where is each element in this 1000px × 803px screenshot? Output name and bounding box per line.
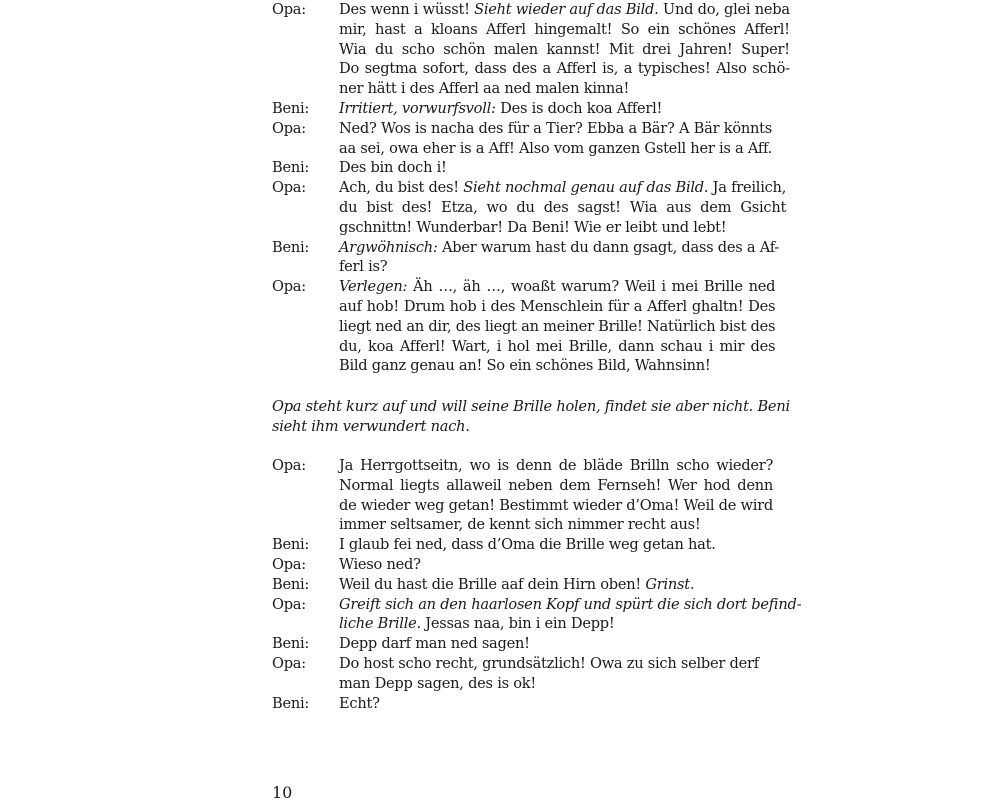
text-line [339,555,732,575]
speaker-name: Beni: [272,694,310,712]
dialogue-line [272,694,732,714]
text-line [339,575,732,595]
text-line [339,59,790,79]
dialogue-line [272,99,732,119]
speech-text [339,694,732,714]
speaker-name: Beni: [272,635,310,653]
speaker-name: Beni: [272,536,310,554]
spoken-text: ferl is? [339,258,388,276]
spoken-text: liegt ned an dir, des liegt an meiner Brille! Natürlich bist des [339,317,776,335]
text-line [339,257,779,277]
speaker-name: Opa: [272,179,306,197]
stage-cue: Argwöhnisch: [339,238,438,256]
text-line [339,178,786,198]
spoken-text: Weil du hast die Brille aaf dein Hirn oben! [339,575,646,593]
stage-cue: Sieht wieder auf das Bild. [474,1,659,18]
text-line [339,496,773,516]
spoken-text: ner hätt i des Afferl aa ned malen kinna! [339,80,630,98]
speaker-name: Beni: [272,159,310,177]
dialogue-block-1 [272,0,790,376]
speech-text [339,99,732,119]
spoken-text: Aber warum hast du dann gsagt, dass des a Af- [437,238,780,256]
text-line [339,79,790,99]
stage-cue: Irritiert, vorwurfsvoll: [339,99,496,117]
speech-text [339,277,775,376]
dialogue-line [272,119,773,159]
stage-direction-line: Opa steht kurz auf und will seine Brille holen, findet sie aber nicht. Beni [272,398,790,415]
speech-text [339,535,732,555]
spoken-text: Des is doch koa Afferl! [495,99,663,117]
spoken-text: Des wenn i wüsst! [339,1,475,18]
dialogue-line [272,634,732,654]
spoken-text: Depp darf man ned sagen! [339,635,530,653]
speech-text [339,595,801,635]
speech-text [339,575,732,595]
text-line [339,238,779,258]
text-line [339,535,732,555]
stage-cue: Grinst. [645,575,695,593]
text-line [339,158,732,178]
dialogue-line [272,238,780,278]
text-line [339,99,732,119]
text-line [339,20,790,40]
spoken-text: Jessas naa, bin i ein Depp! [420,615,615,633]
text-line [339,614,801,634]
speaker-name: Opa: [272,457,306,474]
stage-cue: Greift sich an den haarlosen Kopf und spürt die sich dort befind- [339,595,802,613]
stage-cue: Sieht nochmal genau auf das Bild. [463,179,709,197]
dialogue-line [272,0,790,99]
speech-text [339,178,786,237]
speaker-name: Opa: [272,654,306,672]
spoken-text: du, koa Afferl! Wart, i hol mei Brille, dann schau i mir des [339,337,776,355]
speaker-name: Opa: [272,555,306,573]
spoken-text: Do segtma sofort, dass des a Afferl is, a typisches! Also schö- [339,60,790,78]
dialogue-line [272,654,759,694]
dialogue-line [272,555,732,575]
text-line [339,0,790,20]
spoken-text: auf hob! Drum hob i des Menschlein für a Afferl ghaltn! Des [339,297,776,315]
dialogue-block-2 [272,456,802,713]
text-line [339,634,732,654]
stage-cue: liche Brille. [339,615,421,633]
speech-text [339,119,772,159]
speaker-name: Beni: [272,238,310,256]
spoken-text: Ach, du bist des! [339,179,464,197]
speech-text [339,456,773,535]
stage-direction [272,397,790,437]
text-line [339,356,775,376]
spoken-text: immer seltsamer, de kennt sich nimmer recht aus! [339,516,701,534]
speaker-name: Opa: [272,278,306,296]
text-line [339,198,786,218]
dialogue-line [272,158,732,178]
dialogue-line [272,456,774,535]
spoken-text: I glaub fei ned, dass d’Oma die Brille weg getan hat. [339,536,716,554]
spoken-text: Äh …, äh …, woaßt warum? Weil i mei Brille ned [407,278,776,296]
speaker-name: Opa: [272,119,306,137]
spoken-text: Echt? [339,694,380,712]
text-line [339,337,775,357]
speech-text [339,555,732,575]
speaker-name: Beni: [272,575,310,593]
speech-text [339,0,790,99]
spoken-text: aa sei, owa eher is a Aff! Also vom ganzen Gstell her is a Aff. [339,139,773,157]
text-line [339,595,801,615]
page-number: 10 [272,783,293,802]
text-line [339,456,773,476]
speech-text [339,634,732,654]
text-line [339,40,790,60]
spoken-text: Normal liegts allaweil neben dem Fernseh! Wer hod denn [339,476,774,494]
dialogue-line [272,277,776,376]
spoken-text: Ned? Wos is nacha des für a Tier? Ebba a Bär? A Bär könnts [339,119,773,137]
text-line [339,139,772,159]
dialogue-line [272,575,732,595]
text-line [339,674,759,694]
spoken-text: de wieder weg getan! Bestimmt wieder d’Oma! Weil de wird [339,496,774,514]
speaker-name: Beni: [272,99,310,117]
spoken-text: Wieso ned? [339,555,421,573]
text-line [339,218,786,238]
spoken-text: du bist des! Etza, wo du des sagst! Wia aus dem Gsicht [339,198,787,216]
speaker-name: Opa: [272,595,306,613]
text-line [339,297,775,317]
spoken-text: Do host scho recht, grundsätzlich! Owa zu sich selber derf [339,654,759,672]
spoken-text: Bild ganz genau an! So ein schönes Bild, Wahnsinn! [339,357,711,375]
stage-direction-line: sieht ihm verwundert nach. [272,417,470,435]
dialogue-line [272,535,732,555]
speech-text [339,654,759,694]
text-line [339,694,732,714]
text-line [339,277,775,297]
stage-cue: Verlegen: [339,278,408,296]
speech-text [339,238,779,278]
spoken-text: mir, hast a kloans Afferl hingemalt! So ein schönes Afferl! [339,20,790,38]
dialogue-line [272,595,802,635]
spoken-text: Wia du scho schön malen kannst! Mit drei Jahren! Super! [339,40,790,58]
text-line [339,317,775,337]
spoken-text: Ja freilich, [708,179,787,197]
text-line [339,515,773,535]
spoken-text: gschnittn! Wunderbar! Da Beni! Wie er leibt und lebt! [339,218,727,236]
text-line [339,119,772,139]
spoken-text: Ja Herrgottseitn, wo is denn de bläde Brilln scho wieder? [339,457,774,474]
spoken-text: Und do, glei neba [658,1,790,18]
text-line [339,654,759,674]
speaker-name: Opa: [272,1,306,18]
speech-text [339,158,732,178]
spoken-text: Des bin doch i! [339,159,447,177]
text-line [339,476,773,496]
dialogue-line [272,178,787,237]
spoken-text: man Depp sagen, des is ok! [339,674,536,692]
